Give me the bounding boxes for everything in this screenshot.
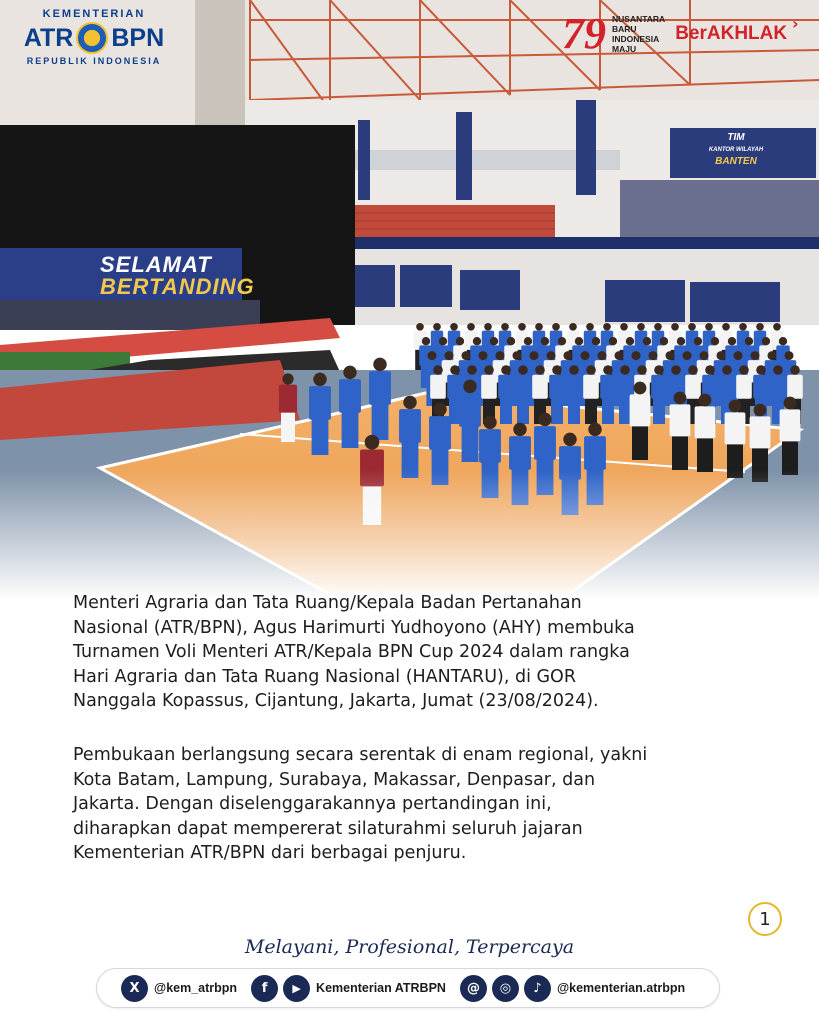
logo-line-nusantara: NUSANTARA	[612, 14, 666, 24]
logo-line-baru: BARU	[612, 24, 637, 34]
stage-banner-line-1: SELAMAT	[100, 252, 212, 277]
logo-republik-text: REPUBLIK INDONESIA	[26, 56, 162, 66]
logo-bpn-text: BPN	[111, 23, 165, 52]
x-twitter-icon[interactable]: X	[121, 975, 148, 1002]
threads-icon[interactable]: @	[460, 975, 487, 1002]
social-media-bar	[96, 968, 720, 1008]
page-number-badge: 1	[748, 902, 782, 936]
berakhlak-logo: BerAKHLAK	[675, 23, 788, 44]
atr-bpn-logo	[14, 8, 174, 66]
atr-bpn-emblem-icon	[76, 22, 108, 54]
logo-atr-text: ATR	[23, 23, 74, 52]
team-banner-line-3: BANTEN	[715, 156, 757, 167]
facebook-icon[interactable]: f	[251, 975, 278, 1002]
caption-paragraph-2: Pembukaan berlangsung secara serentak di enam regional, yakni Kota Batam, Lampung, Surabaya, Makassar, Denpasar, dan Jakarta. Dengan diselenggarakannya pertandingan ini, diharapkan dapat mempererat silaturahmi seluruh jajaran Kementerian ATR/BPN dari berbagai penjuru.	[73, 745, 648, 863]
caption-paragraph-1: Menteri Agraria dan Tata Ruang/Kepala Badan Pertanahan Nasional (ATR/BPN), Agus Harimurti Yudhoyono (AHY) membuka Turnamen Voli Menteri ATR/Kepala BPN Cup 2024 dalam rangka Hari Agraria dan Tata Ruang Nasional (HANTARU), di GOR Nanggala Kopassus, Cijantung, Jakarta, Jumat (23/08/2024).	[73, 593, 635, 711]
logo-line-maju: MAJU	[612, 44, 637, 54]
logo-nusantara-text	[612, 14, 665, 54]
twitter-handle[interactable]: @kem_atrbpn	[154, 981, 238, 995]
logo-79-number: 79	[562, 9, 606, 58]
tagline: Melayani, Profesional, Terpercaya	[244, 936, 575, 958]
logo-line-indonesia: INDONESIA	[612, 34, 660, 44]
stage-banner-line-2: BERTANDING	[100, 274, 255, 299]
team-banner-text	[706, 132, 766, 168]
instagram-icon[interactable]: ◎	[492, 975, 519, 1002]
stage-banner-text	[100, 254, 255, 298]
berakhlak-chevron-icon: ›	[792, 14, 799, 33]
logo-kementerian-text: KEMENTERIAN	[42, 8, 146, 20]
youtube-icon[interactable]: ▶	[283, 975, 310, 1002]
channel-name[interactable]: Kementerian ATRBPN	[316, 981, 446, 995]
hut-ri-79-logo	[562, 9, 788, 58]
tiktok-icon[interactable]: ♪	[524, 975, 551, 1002]
instagram-handle[interactable]: @kementerian.atrbpn	[556, 981, 686, 995]
team-banner-line-2: KANTOR WILAYAH	[708, 147, 764, 153]
team-banner-line-1: TIM	[727, 132, 745, 143]
